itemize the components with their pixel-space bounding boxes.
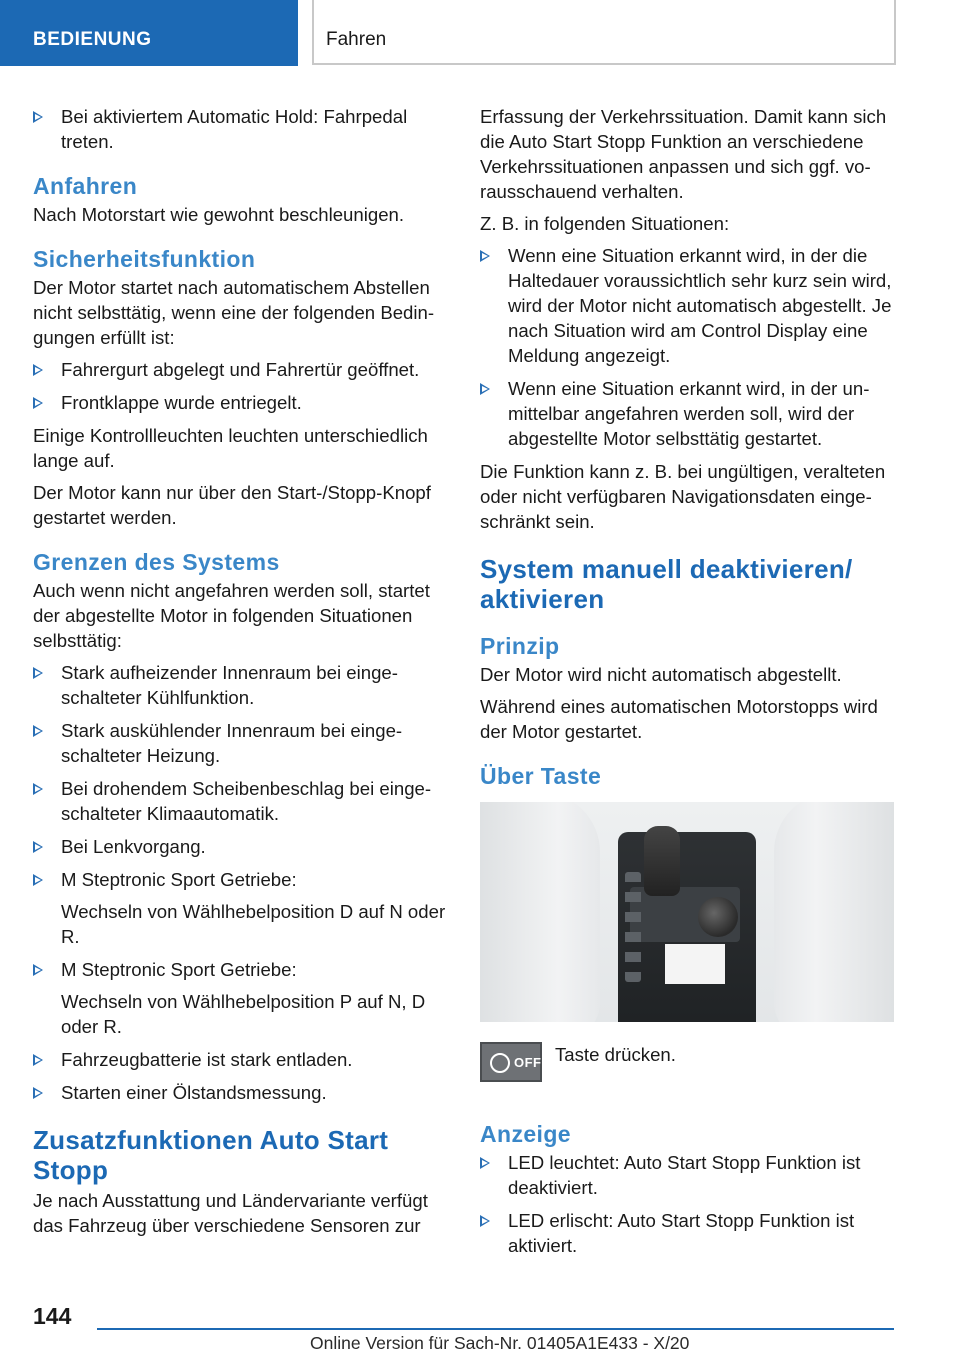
triangle-bullet-icon <box>33 111 43 123</box>
left-seat-shape <box>480 802 600 1022</box>
triangle-bullet-icon <box>33 364 43 376</box>
left-column <box>33 104 447 1245</box>
list-item: M Steptronic Sport Getriebe: Wechseln von Wählhebelposition P auf N, D oder R. <box>33 957 447 1039</box>
list-item: Bei Lenkvorgang. <box>33 834 447 859</box>
list-item: Wenn eine Situation erkannt wird, in der unmittelbar angefahren werden soll, wird der abgestellte Motor selbsttätig gestartet. <box>480 376 894 451</box>
heading-anzeige: Anzeige <box>480 1121 571 1147</box>
section-tab <box>0 0 298 66</box>
list-item: Frontklappe wurde entriegelt. <box>33 390 447 415</box>
right-seat-shape <box>774 802 894 1022</box>
heading-anfahren: Anfahren <box>33 173 138 199</box>
triangle-bullet-icon <box>33 667 43 679</box>
triangle-bullet-icon <box>33 1087 43 1099</box>
list-item: LED erlischt: Auto Start Stopp Funktion ist aktiviert. <box>480 1208 894 1258</box>
triangle-bullet-icon <box>33 874 43 886</box>
paragraph: Erfassung der Verkehrssituation. Damit kann sich die Auto Start Stopp Funktion an verschiedene Verkehrssituationen anpassen und sich ggf. vorausschauend verhalten. <box>480 106 887 202</box>
gear-lever-shape <box>644 826 680 896</box>
triangle-bullet-icon <box>33 725 43 737</box>
triangle-bullet-icon <box>33 964 43 976</box>
list-item: Bei drohendem Scheibenbeschlag bei eingeschalteter Klimaautomatik. <box>33 776 447 826</box>
paragraph: Der Motor wird nicht automatisch abgestellt. <box>480 664 842 685</box>
tray-shape <box>665 944 725 984</box>
triangle-bullet-icon <box>480 383 490 395</box>
triangle-bullet-icon <box>33 783 43 795</box>
heading-prinzip: Prinzip <box>480 633 560 659</box>
auto-start-stop-off-icon: OFF <box>480 1042 542 1082</box>
list-item: Stark aufheizender Innenraum bei eingeschalteter Kühlfunktion. <box>33 660 447 710</box>
footer-divider <box>97 1328 894 1330</box>
heading-grenzen: Grenzen des Systems <box>33 549 280 575</box>
page-number: 144 <box>33 1303 72 1329</box>
paragraph: Auch wenn nicht angefahren werden soll, startet der abgestellte Motor in folgenden Situationen selbsttätig: <box>33 580 430 651</box>
triangle-bullet-icon <box>33 1054 43 1066</box>
center-console-photo <box>480 802 894 1022</box>
paragraph: Z. B. in folgenden Situationen: <box>480 213 730 234</box>
heading-ueber-taste: Über Taste <box>480 763 602 789</box>
paragraph: Taste drücken. <box>555 1044 676 1065</box>
paragraph: Einige Kontrollleuchten leuchten unterschiedlich lange auf. <box>33 425 428 471</box>
right-column <box>480 104 894 1266</box>
paragraph: Während eines automatischen Motorstopps wird der Motor gestartet. <box>480 696 878 742</box>
list-item: Fahrergurt abgelegt und Fahrertür geöffnet. <box>33 357 447 382</box>
heading-manuell-deaktivieren: System manuell deaktivieren/ aktivieren <box>480 554 853 614</box>
section-title: BEDIENUNG <box>33 29 152 50</box>
paragraph: Nach Motorstart wie gewohnt beschleunigen. <box>33 204 405 225</box>
list-item: Bei aktiviertem Automatic Hold: Fahrpedal treten. <box>33 104 447 154</box>
heading-zusatzfunktionen: Zusatzfunktionen Auto Start Stopp <box>33 1125 389 1185</box>
triangle-bullet-icon <box>33 397 43 409</box>
paragraph: Die Funktion kann z. B. bei ungültigen, veralteten oder nicht verfügbaren Navigationsdaten eingeschränkt sein. <box>480 461 886 532</box>
paragraph: Je nach Ausstattung und Ländervariante verfügt das Fahrzeug über verschiedene Sensoren zur <box>33 1190 428 1236</box>
triangle-bullet-icon <box>480 1157 490 1169</box>
online-version-text: Online Version für Sach-Nr. 01405A1E433 - X/20 <box>310 1333 690 1353</box>
heading-sicherheitsfunktion: Sicherheitsfunktion <box>33 246 256 272</box>
list-item: Fahrzeugbatterie ist stark entladen. <box>33 1047 447 1072</box>
button-instruction <box>480 1042 894 1102</box>
paragraph: Der Motor kann nur über den Start-/Stopp-Knopf gestartet werden. <box>33 482 431 528</box>
controller-knob-shape <box>698 897 738 937</box>
list-item: Stark auskühlender Innenraum bei eingeschalteter Heizung. <box>33 718 447 768</box>
list-item: LED leuchtet: Auto Start Stopp Funktion ist deaktiviert. <box>480 1150 894 1200</box>
list-item: M Steptronic Sport Getriebe: Wechseln von Wählhebelposition D auf N oder R. <box>33 867 447 949</box>
chapter-header <box>312 0 896 65</box>
triangle-bullet-icon <box>480 1215 490 1227</box>
list-item: Wenn eine Situation erkannt wird, in der die Haltedauer voraussichtlich sehr kurz sein wird, wird der Motor nicht automatisch abgestellt. Je nach Situation wird am Control Display eine Meldung angezeigt. <box>480 243 894 368</box>
list-item: Starten einer Ölstandsmessung. <box>33 1080 447 1105</box>
button-strip-shape <box>625 872 641 982</box>
chapter-title: Fahren <box>326 29 387 50</box>
triangle-bullet-icon <box>33 841 43 853</box>
circle-a-icon <box>490 1053 510 1073</box>
triangle-bullet-icon <box>480 250 490 262</box>
paragraph: Der Motor startet nach automatischem Abstellen nicht selbsttätig, wenn eine der folgenden Bedingungen erfüllt ist: <box>33 277 435 348</box>
